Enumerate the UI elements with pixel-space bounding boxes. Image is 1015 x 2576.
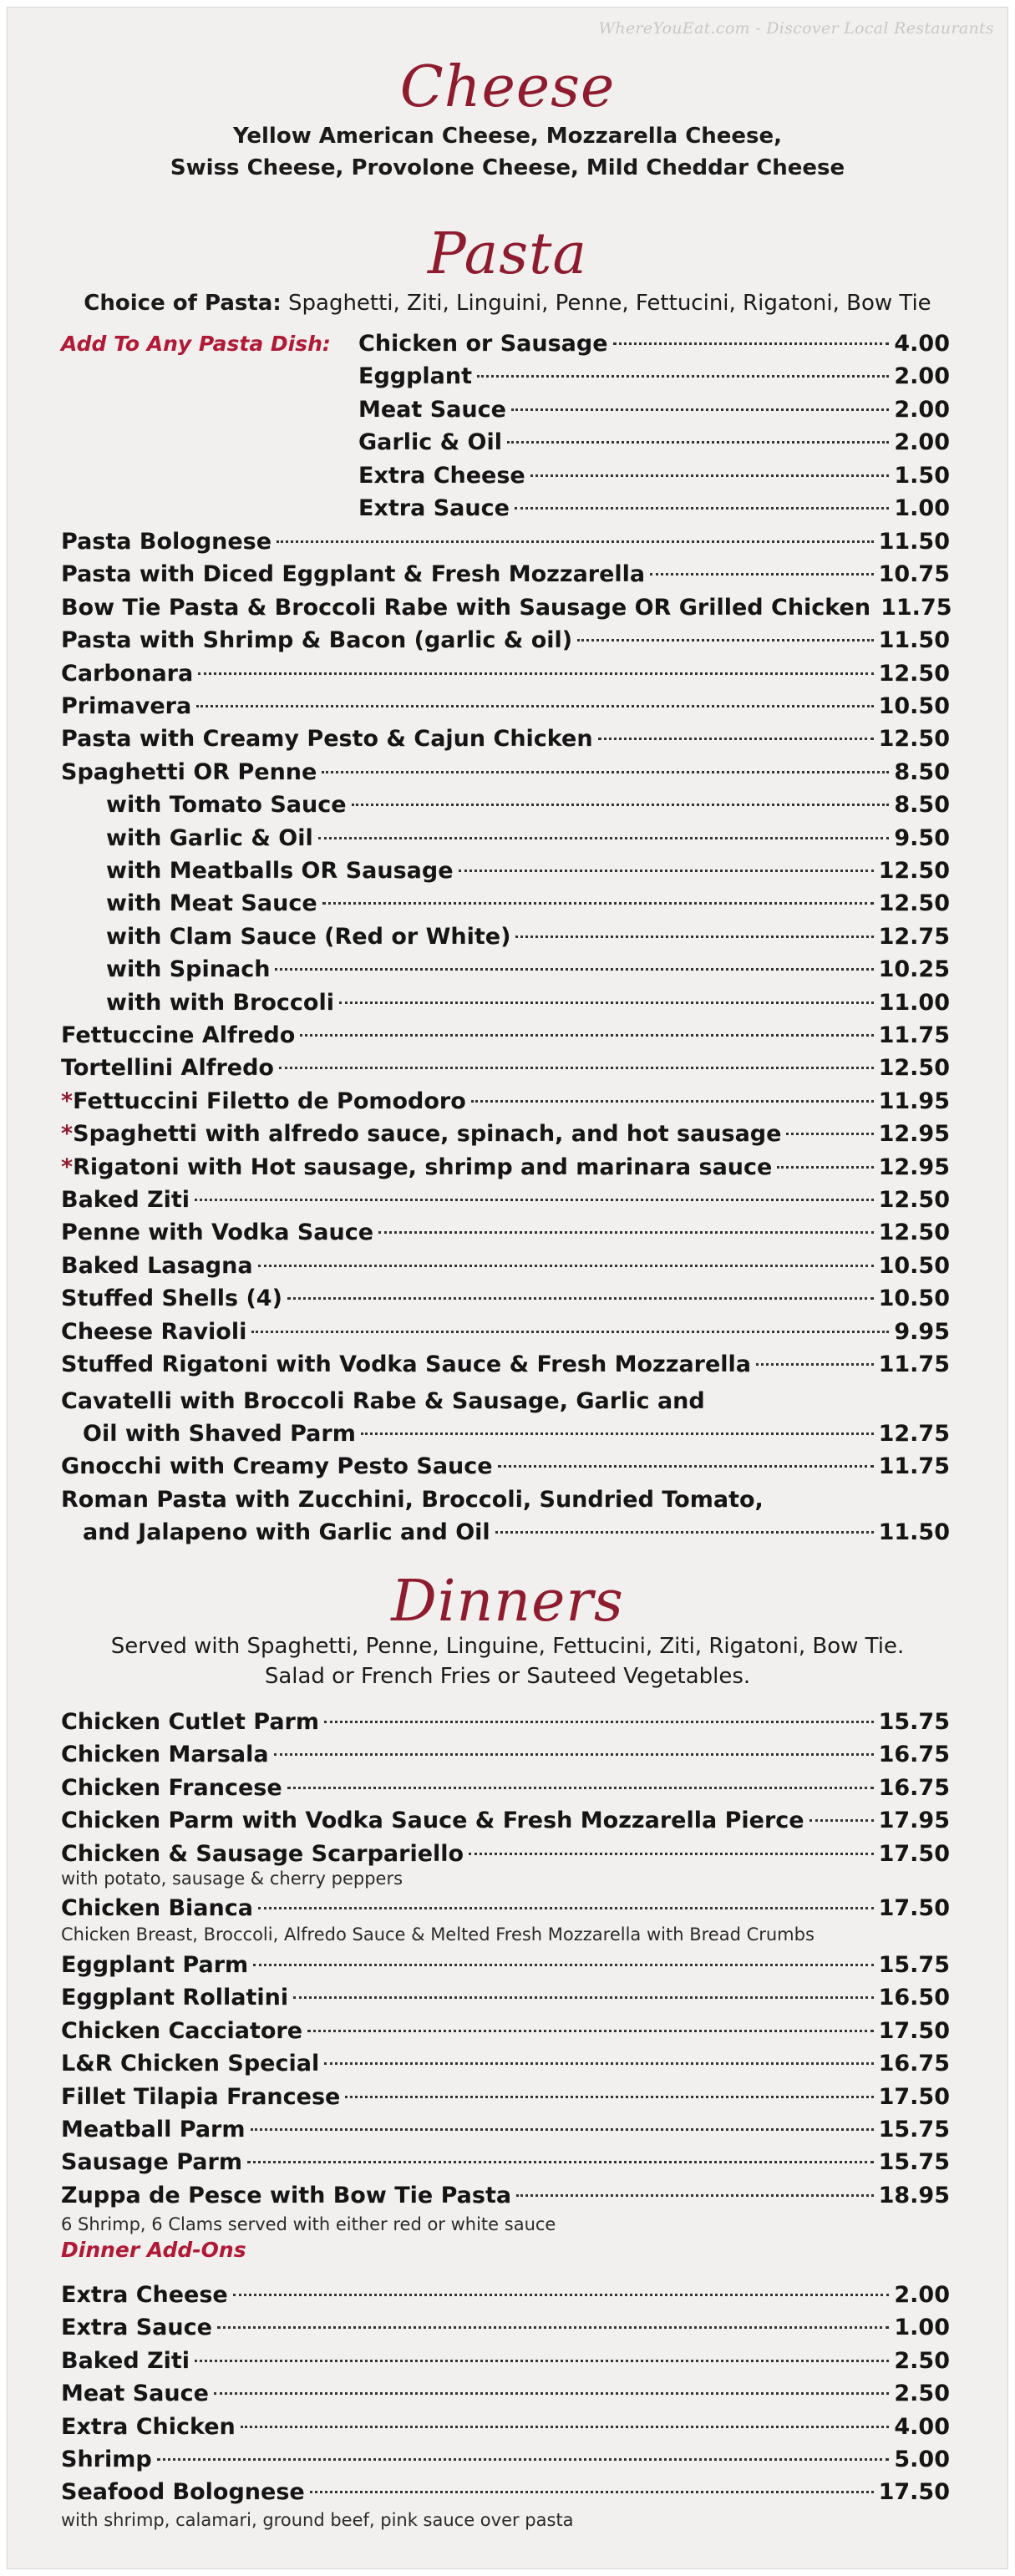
item-name-text: Pasta with Creamy Pesto & Cajun Chicken: [61, 726, 593, 753]
menu-item-row: [61, 756, 950, 789]
item-name-text: with with Broccoli: [106, 989, 334, 1016]
item-price: 17.50: [878, 2479, 950, 2506]
item-price: 10.25: [878, 956, 950, 983]
menu-item-row: [61, 723, 950, 755]
item-name-text: Shrimp: [61, 2447, 152, 2472]
item-name-text: Stuffed Rigatoni with Vodka Sauce & Fresh Mozzarella: [61, 1351, 752, 1377]
item-name-text: Meat Sauce: [61, 2381, 209, 2407]
dot-leader: [322, 770, 889, 773]
item-name-text: Chicken Cacciatore: [61, 2017, 303, 2044]
item-price: 10.50: [878, 1252, 950, 1279]
item-price: 5.00: [894, 2447, 950, 2472]
dot-leader: [477, 374, 889, 378]
item-price: 12.95: [878, 1154, 950, 1180]
item-name: [61, 1772, 282, 1804]
item-name: [61, 2047, 319, 2080]
menu-item-row: [61, 1052, 950, 1084]
item-price: 12.50: [878, 890, 950, 917]
dot-leader: [339, 1001, 874, 1004]
menu-item-row: [61, 1949, 950, 1981]
dot-leader: [277, 540, 874, 543]
menu-item-row: [61, 1772, 950, 1804]
item-price: 9.50: [894, 824, 950, 851]
item-price: 2.00: [894, 429, 950, 456]
menu-item-row: [61, 1981, 950, 2014]
menu-item-row: [358, 426, 950, 459]
dot-leader: [471, 1099, 874, 1103]
dot-leader: [310, 2490, 874, 2493]
menu-item-row: [106, 986, 950, 1019]
item-price: 16.75: [878, 1742, 950, 1768]
menu-item-row: [106, 789, 950, 821]
dot-leader: [507, 440, 889, 444]
menu-item-row: [61, 1706, 950, 1738]
dot-leader: [378, 1230, 874, 1234]
item-name: [61, 2015, 302, 2047]
menu-item-row: [83, 1516, 950, 1549]
item-name-text: Extra Cheese: [61, 2282, 228, 2308]
menu-item-row: [61, 1184, 950, 1216]
menu-item-row: [61, 1450, 950, 1483]
item-name-text: Sausage Parm: [61, 2149, 242, 2176]
dot-leader: [214, 2391, 889, 2395]
dot-leader: [345, 2095, 873, 2098]
menu-page: [7, 7, 1008, 2569]
dot-leader: [756, 1362, 874, 1366]
asterisk-marker: *: [61, 1088, 74, 1114]
item-name-text: Chicken Marsala: [61, 1742, 269, 1768]
menu-item-row: [61, 2476, 950, 2508]
dot-leader: [253, 1963, 873, 1966]
dot-leader: [516, 2193, 874, 2197]
item-price: 2.00: [894, 2282, 950, 2308]
item-price: 10.75: [878, 561, 950, 588]
item-name-text: Eggplant Rollatini: [61, 1985, 289, 2011]
item-name-text: Seafood Bolognese: [61, 2479, 305, 2506]
item-name-text: Eggplant: [358, 363, 473, 390]
item-name: [61, 2311, 212, 2344]
menu-item-row: [61, 1804, 950, 1837]
dot-leader: [247, 2160, 874, 2163]
item-name: [358, 426, 502, 459]
item-name: [61, 2377, 209, 2410]
menu-item-row: [61, 591, 950, 624]
menu-item-row: [106, 854, 950, 887]
item-name-text: with Spinach: [106, 956, 271, 983]
item-name: [61, 1838, 464, 1870]
item-name-text: Bow Tie Pasta & Broccoli Rabe with Sausage OR Grilled Chicken: [61, 594, 871, 621]
menu-item-row: [61, 2345, 950, 2377]
dot-leader: [352, 803, 890, 806]
item-name-text: Extra Sauce: [61, 2315, 212, 2341]
item-name: [61, 2146, 242, 2178]
dot-leader: [258, 1906, 874, 1909]
item-name-text: Fettuccini Filetto de Pomodoro: [73, 1088, 466, 1114]
item-name: [61, 1706, 319, 1738]
item-name-text: with Clam Sauce (Red or White): [106, 923, 511, 950]
menu-item-row: [61, 624, 950, 657]
item-name-text: Penne with Vodka Sauce: [61, 1220, 374, 1246]
item-name-text: Zuppa de Pesce with Bow Tie Pasta: [61, 2182, 512, 2208]
dot-leader: [498, 1464, 874, 1468]
item-price: 11.75: [881, 594, 952, 621]
dot-leader: [287, 1296, 874, 1300]
item-name: [61, 2113, 246, 2146]
pasta-choice-label: Choice of Pasta:: [84, 291, 282, 316]
item-price: 12.50: [878, 726, 950, 753]
item-name: [61, 1804, 804, 1837]
dot-leader: [287, 1786, 874, 1789]
menu-item-row: [61, 2179, 950, 2212]
item-name: and Jalapeno with Garlic and Oil: [83, 1519, 490, 1545]
menu-item-row: [358, 492, 950, 525]
item-price: 11.75: [878, 1453, 950, 1479]
item-price: 12.95: [878, 1121, 950, 1148]
zuppa-note: 6 Shrimp, 6 Clams served with either red or white sauce: [61, 2214, 556, 2234]
item-name-text: Chicken Parm with Vodka Sauce & Fresh Mozzarella Pierce: [61, 1808, 804, 1834]
item-name: [61, 2476, 305, 2508]
item-price: 15.75: [878, 2117, 950, 2142]
menu-item-row: [106, 887, 950, 920]
item-name-text: Pasta with Shrimp & Bacon (garlic & oil): [61, 627, 573, 654]
roman-pasta-line-1: Roman Pasta with Zucchini, Broccoli, Sundried Tomato,: [61, 1487, 764, 1513]
cheese-title: Cheese: [399, 54, 616, 120]
menu-item-row: [61, 525, 950, 558]
dot-leader: [195, 1198, 874, 1201]
menu-item-row: [61, 657, 950, 690]
menu-item-row: [61, 1348, 950, 1381]
dot-leader: [258, 1264, 874, 1267]
menu-item-row: [61, 1892, 950, 1924]
dinner-addon-label: Dinner Add-Ons: [61, 2238, 246, 2262]
menu-item-row: [61, 1316, 950, 1348]
item-price: 15.75: [878, 2149, 950, 2176]
item-price: 12.50: [878, 1220, 950, 1246]
item-price: 17.50: [878, 1895, 950, 1921]
item-name-text: Spaghetti with alfredo sauce, spinach, and hot sausage: [73, 1121, 782, 1148]
item-name: [61, 756, 317, 789]
item-price: 4.00: [894, 331, 950, 357]
item-name-text: Primavera: [61, 693, 192, 719]
item-price: 2.50: [894, 2381, 950, 2407]
item-name-text: Baked Lasagna: [61, 1252, 253, 1279]
dot-leader: [809, 1818, 874, 1822]
dot-leader: [196, 704, 873, 707]
watermark: WhereYouEat.com - Discover Local Restaurants: [598, 19, 994, 38]
dot-leader: [233, 2293, 890, 2296]
item-price: 12.50: [878, 660, 950, 687]
menu-item-row: [106, 822, 950, 854]
item-price: 11.75: [878, 1022, 950, 1048]
item-name-text: Cheese Ravioli: [61, 1318, 247, 1345]
item-name-text: with Tomato Sauce: [106, 792, 347, 819]
item-name-text: with Garlic & Oil: [106, 824, 313, 851]
item-name-text: Baked Ziti: [61, 1187, 190, 1213]
seafood-bolognese-note: with shrimp, calamari, ground beef, pink sauce over pasta: [61, 2510, 574, 2530]
menu-item-row: [61, 1838, 950, 1870]
dot-leader: [318, 836, 890, 839]
item-name: [61, 1184, 190, 1216]
item-name: [358, 360, 472, 393]
item-name-text: Spaghetti OR Penne: [61, 758, 317, 785]
dot-leader: [157, 2457, 890, 2461]
item-price: 1.50: [894, 462, 950, 489]
bianca-note: Chicken Breast, Broccoli, Alfredo Sauce & Melted Fresh Mozzarella with Bread Crumbs: [61, 1924, 815, 1945]
item-price: 11.50: [878, 627, 950, 654]
item-name: [61, 1981, 288, 2014]
item-name-text: Meat Sauce: [358, 396, 506, 423]
menu-item-row: [358, 327, 950, 360]
item-name-text: Tortellini Alfredo: [61, 1055, 274, 1082]
menu-item-row: [61, 2311, 950, 2344]
item-price: 15.75: [878, 1952, 950, 1978]
dot-leader: [279, 1066, 874, 1069]
dot-leader: [322, 901, 874, 905]
menu-item-row: [61, 2443, 950, 2476]
pasta-addon-label: Add To Any Pasta Dish:: [61, 332, 331, 356]
item-price: 17.50: [878, 2017, 950, 2044]
dot-leader: [459, 869, 874, 872]
item-price: 11.50: [878, 1519, 950, 1545]
pasta-choice-text: Spaghetti, Ziti, Linguini, Penne, Fettucini, Rigatoni, Bow Tie: [281, 291, 931, 316]
item-price: 12.75: [878, 1421, 950, 1447]
item-name: [106, 822, 313, 854]
dot-leader: [195, 2359, 889, 2362]
menu-item-row: [61, 2146, 950, 2178]
menu-item-row: [61, 1118, 950, 1150]
dot-leader: [361, 1432, 874, 1435]
dot-leader: [275, 967, 873, 971]
item-price: 12.75: [878, 923, 950, 950]
item-name: [106, 953, 270, 986]
item-name: [358, 459, 525, 492]
item-name: [61, 2345, 190, 2377]
item-name: [61, 2279, 228, 2311]
menu-item-row: [61, 1738, 950, 1771]
dot-leader: [241, 2425, 890, 2428]
item-price: 1.00: [894, 2315, 950, 2341]
dot-leader: [324, 2061, 873, 2065]
dot-leader: [786, 1132, 873, 1135]
item-price: 16.75: [878, 1774, 950, 1801]
cheese-list-line-1: Yellow American Cheese, Mozzarella Cheese,: [232, 124, 783, 149]
item-price: 8.50: [894, 792, 950, 819]
item-price: 18.95: [878, 2182, 950, 2208]
dot-leader: [300, 1033, 873, 1037]
menu-item-row: [61, 1019, 950, 1052]
item-name: [61, 657, 193, 690]
item-price: 17.95: [878, 1808, 950, 1834]
menu-item-row: [61, 1250, 950, 1282]
item-name: [61, 1019, 295, 1052]
dot-leader: [198, 672, 873, 675]
dinners-served-line-2: Salad or French Fries or Sauteed Vegetables.: [264, 1664, 751, 1689]
item-price: 11.75: [878, 1351, 950, 1377]
item-name: [106, 854, 454, 887]
item-name-text: with Meat Sauce: [106, 890, 317, 917]
dot-leader: [650, 572, 873, 576]
menu-item-row: [61, 2279, 950, 2311]
item-price: 11.50: [878, 529, 950, 555]
item-name: [61, 1316, 246, 1348]
item-name: [61, 1216, 373, 1249]
item-name: [61, 624, 572, 657]
dot-leader: [511, 408, 889, 411]
item-name: [61, 2081, 340, 2113]
item-price: 9.95: [894, 1318, 950, 1345]
menu-item-row: [61, 2113, 950, 2146]
item-name: [61, 1052, 274, 1084]
dot-leader: [274, 1752, 874, 1756]
menu-item-row: [61, 1282, 950, 1315]
dot-leader: [251, 2127, 874, 2131]
pasta-choice-line: [8, 287, 1007, 319]
item-name-text: L&R Chicken Special: [61, 2051, 320, 2077]
menu-item-row: [61, 1216, 950, 1249]
item-name: [106, 789, 347, 821]
item-name-text: Extra Cheese: [358, 462, 525, 489]
menu-item-row: [358, 459, 950, 492]
dot-leader: [293, 1995, 873, 1999]
menu-item-row: [61, 2047, 950, 2080]
item-name: [106, 986, 334, 1019]
pasta-title: Pasta: [427, 221, 587, 287]
item-price: 15.75: [878, 1709, 950, 1735]
item-name: [61, 1085, 466, 1118]
item-name: Chicken Bianca: [61, 1895, 253, 1921]
dot-leader: [251, 1330, 889, 1333]
item-name: [61, 558, 645, 591]
menu-item-row: [61, 2081, 950, 2113]
menu-item-row: [61, 2377, 950, 2410]
item-name-text: Chicken or Sausage: [358, 331, 608, 357]
dot-leader: [324, 1720, 874, 1723]
item-name: [61, 1151, 772, 1184]
dot-leader: [307, 2029, 874, 2032]
item-name-text: Meatball Parm: [61, 2117, 246, 2142]
item-name: [61, 591, 870, 624]
item-name-text: Pasta Bolognese: [61, 529, 272, 555]
menu-item-row: [61, 1151, 950, 1184]
menu-item-row: [83, 1417, 950, 1450]
item-price: 17.50: [878, 2083, 950, 2110]
asterisk-marker: *: [61, 1154, 74, 1180]
menu-item-row: [106, 953, 950, 986]
asterisk-marker: *: [61, 1121, 74, 1148]
item-name: [61, 1738, 269, 1771]
item-name: [106, 887, 317, 920]
item-name-text: Extra Sauce: [358, 495, 510, 521]
cavatelli-line-1: Cavatelli with Broccoli Rabe & Sausage, Garlic and: [61, 1388, 705, 1414]
item-price: 4.00: [894, 2413, 950, 2440]
item-name-text: Chicken Cutlet Parm: [61, 1709, 320, 1735]
item-name: [61, 2179, 511, 2212]
dot-leader: [530, 474, 890, 477]
item-name: [61, 1118, 781, 1150]
item-name-text: Garlic & Oil: [358, 429, 503, 456]
item-price: 12.50: [878, 1055, 950, 1082]
item-name: [61, 2443, 152, 2476]
item-price: 2.00: [894, 363, 950, 390]
item-name-text: Pasta with Diced Eggplant & Fresh Mozzarella: [61, 561, 646, 588]
dot-leader: [577, 638, 874, 641]
item-name-text: Stuffed Shells (4): [61, 1285, 282, 1312]
menu-item-row: [61, 558, 950, 591]
dot-leader: [613, 342, 890, 345]
item-name: [61, 723, 593, 755]
item-name: Gnocchi with Creamy Pesto Sauce: [61, 1453, 493, 1479]
item-name-text: Fettuccine Alfredo: [61, 1022, 296, 1048]
item-name-text: Extra Chicken: [61, 2413, 236, 2440]
menu-item-row: [358, 360, 950, 393]
dinners-served-line-1: Served with Spaghetti, Penne, Linguine, Fettucini, Ziti, Rigatoni, Bow Tie.: [110, 1634, 905, 1659]
item-name: [61, 1250, 253, 1282]
menu-item-row: [61, 690, 950, 723]
dot-leader: [515, 506, 889, 510]
cheese-list-line-2: Swiss Cheese, Provolone Cheese, Mild Cheddar Cheese: [170, 155, 845, 180]
item-name: [61, 1282, 282, 1315]
item-name-text: Eggplant Parm: [61, 1952, 249, 1978]
item-price: 10.50: [878, 1285, 950, 1312]
item-price: 10.50: [878, 693, 950, 719]
item-name: [61, 1949, 248, 1981]
item-name: [106, 920, 510, 953]
menu-item-row: [61, 1085, 950, 1118]
scarpariello-note: with potato, sausage & cherry peppers: [61, 1869, 403, 1889]
item-name-text: Fillet Tilapia Francese: [61, 2083, 341, 2110]
menu-item-row: [106, 920, 950, 953]
item-price: 8.50: [894, 758, 950, 785]
item-name-text: Baked Ziti: [61, 2347, 190, 2374]
item-name: [61, 2411, 236, 2443]
menu-item-row: [61, 2015, 950, 2047]
item-name: [61, 1348, 751, 1381]
item-name-text: Rigatoni with Hot sausage, shrimp and marinara sauce: [73, 1154, 773, 1180]
item-price: 11.00: [878, 989, 950, 1016]
item-price: 1.00: [894, 495, 950, 521]
item-name-text: Chicken Francese: [61, 1774, 282, 1801]
item-name: [61, 525, 272, 558]
item-name-text: Chicken & Sausage Scarpariello: [61, 1840, 464, 1867]
item-name: [358, 492, 510, 525]
item-name: [61, 690, 191, 723]
item-price: 16.75: [878, 2051, 950, 2077]
menu-item-row: [358, 393, 950, 426]
item-name-text: with Meatballs OR Sausage: [106, 858, 454, 884]
dot-leader: [777, 1165, 873, 1169]
dot-leader: [469, 1852, 873, 1855]
dot-leader: [495, 1530, 874, 1534]
dot-leader: [598, 737, 874, 740]
item-name: [358, 327, 608, 360]
item-price: 17.50: [878, 1840, 950, 1867]
menu-item-row: [61, 2411, 950, 2443]
item-price: 2.00: [894, 396, 950, 423]
dot-leader: [515, 935, 873, 938]
item-price: 12.50: [878, 858, 950, 884]
dinners-title: Dinners: [391, 1569, 624, 1635]
item-price: 2.50: [894, 2347, 950, 2374]
item-price: 11.95: [878, 1088, 950, 1114]
item-price: 16.50: [878, 1985, 950, 2011]
item-price: 12.50: [878, 1187, 950, 1213]
item-name: [358, 393, 506, 426]
item-name: Oil with Shaved Parm: [83, 1421, 356, 1447]
dot-leader: [217, 2325, 889, 2329]
item-name-text: Carbonara: [61, 660, 194, 687]
